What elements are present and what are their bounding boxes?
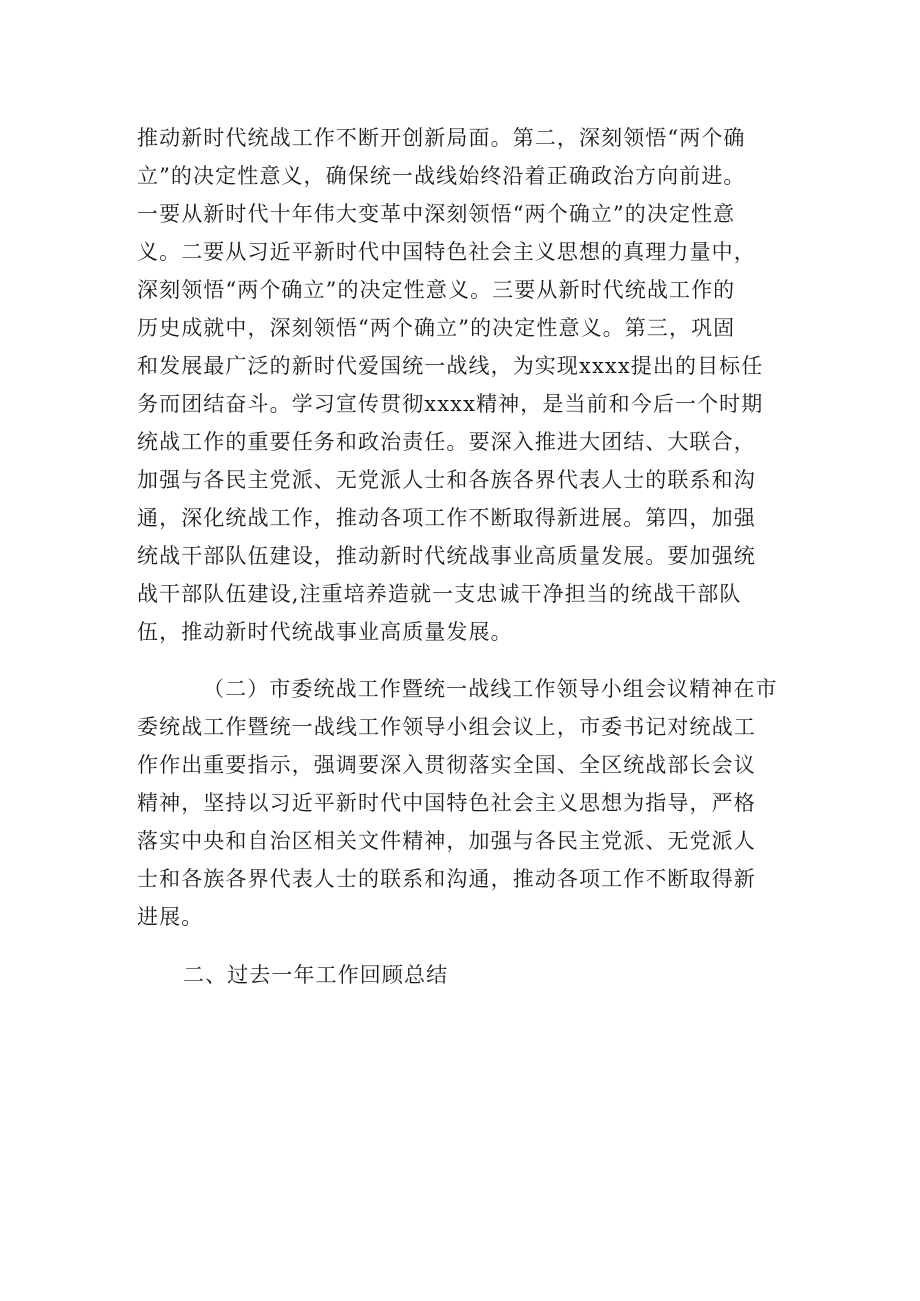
text-line: 义。二要从习近平新时代中国特色社会主义思想的真理力量中，	[137, 240, 756, 264]
text-line: （二）市委统战工作暨统一战线工作领导小组会议精神在市	[203, 677, 778, 701]
text-line: 进展。	[137, 905, 204, 929]
text-line: 统战干部队伍建设，推动新时代统战事业高质量发展。要加强统	[137, 544, 756, 568]
text-line: 历史成就中，深刻领悟“两个确立”的决定性意义。第三，巩固	[137, 316, 736, 340]
text-line: 立”的决定性意义，确保统一战线始终沿着正确政治方向前进。	[137, 164, 746, 188]
text-line: 委统战工作暨统一战线工作领导小组会议上，市委书记对统战工	[137, 715, 756, 739]
paragraph-city-committee	[137, 670, 791, 936]
text-line: 深刻领悟“两个确立”的决定性意义。三要从新时代统战工作的	[137, 278, 736, 302]
document-body	[137, 119, 791, 994]
text-line: 落实中央和自治区相关文件精神，加强与各民主党派、无党派人	[137, 829, 756, 853]
text-line: 伍，推动新时代统战事业高质量发展。	[137, 620, 513, 644]
text-line: 推动新时代统战工作不断开创新局面。第二，深刻领悟“两个确	[137, 126, 746, 150]
text-line: 一要从新时代十年伟大变革中深刻领悟“两个确立”的决定性意	[137, 202, 736, 226]
section-heading: 二、过去一年工作回顾总结	[183, 963, 449, 987]
text-line: 加强与各民主党派、无党派人士和各族各界代表人士的联系和沟	[137, 468, 756, 492]
text-line: 务而团结奋斗。学习宣传贯彻xxxx精神，是当前和今后一个时期	[137, 392, 764, 416]
text-line: 作作出重要指示，强调要深入贯彻落实全国、全区统战部长会议	[137, 753, 756, 777]
text-line: 和发展最广泛的新时代爱国统一战线，为实现xxxx提出的目标任	[137, 354, 764, 378]
text-line: 士和各族各界代表人士的联系和沟通，推动各项工作不断取得新	[137, 867, 756, 891]
text-line: 精神，坚持以习近平新时代中国特色社会主义思想为指导，严格	[137, 791, 756, 815]
paragraph-continuation	[137, 119, 791, 651]
text-line: 统战工作的重要任务和政治责任。要深入推进大团结、大联合，	[137, 430, 756, 454]
text-line: 通，深化统战工作，推动各项工作不断取得新进展。第四，加强	[137, 506, 756, 530]
text-line: 战干部队伍建设,注重培养造就一支忠诚干净担当的统战干部队	[137, 582, 742, 606]
